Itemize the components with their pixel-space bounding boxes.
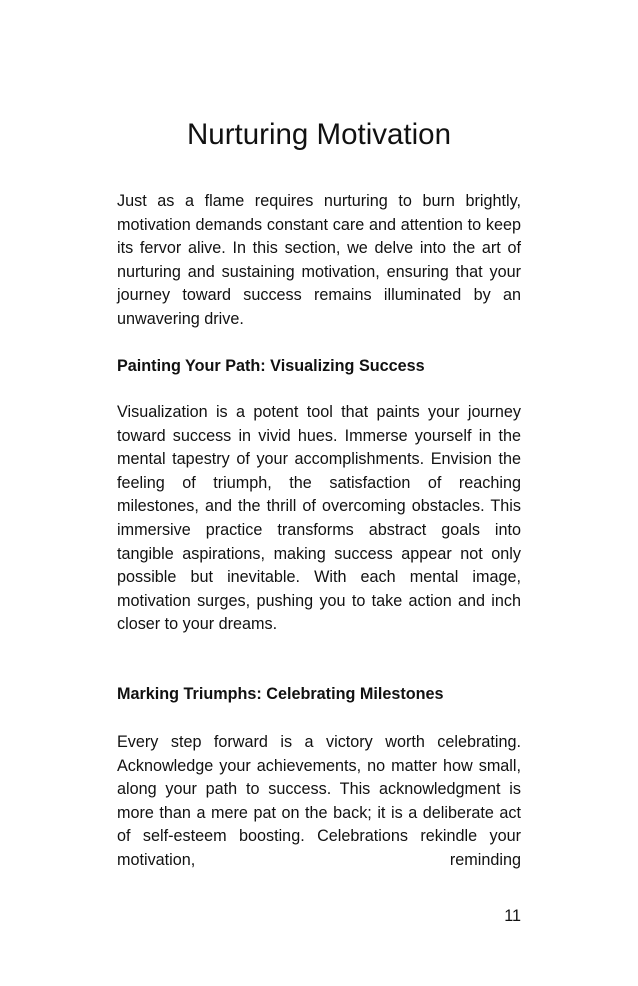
intro-paragraph: Just as a flame requires nurturing to burn brightly, motivation demands constant care and attention to keep its fervor alive. In this section, we delve into the art of nurturing and sustaining motivation, ensuring that your journey toward success remains illuminated by an unwavering drive. xyxy=(117,192,521,328)
section-body-celebrating-milestones: Every step forward is a victory worth celebrating. Acknowledge your achievements, no matter how small, along your path to success. This acknowledgment is more than a mere pat on the back; it is a deliberate act of self-esteem boosting. Celebrations rekindle your motivation, reminding xyxy=(117,733,521,869)
section-heading-celebrating-milestones: Marking Triumphs: Celebrating Milestones xyxy=(117,685,444,703)
section-heading-visualizing-success: Painting Your Path: Visualizing Success xyxy=(117,357,425,375)
document-page xyxy=(117,0,521,986)
page-title: Nurturing Motivation xyxy=(187,118,451,151)
section-body-visualizing-success: Visualization is a potent tool that paints your journey toward success in vivid hues. Immerse yourself in the mental tapestry of your accomplishments. Envision the feeling of triumph, the satisfaction of reaching milestones, and the thrill of overcoming obstacles. This immersive practice transforms abstract goals into tangible aspirations, making success appear not only possible but inevitable. With each mental image, motivation surges, pushing you to take action and inch closer to your dreams. xyxy=(117,403,521,634)
page-number: 11 xyxy=(504,907,521,925)
